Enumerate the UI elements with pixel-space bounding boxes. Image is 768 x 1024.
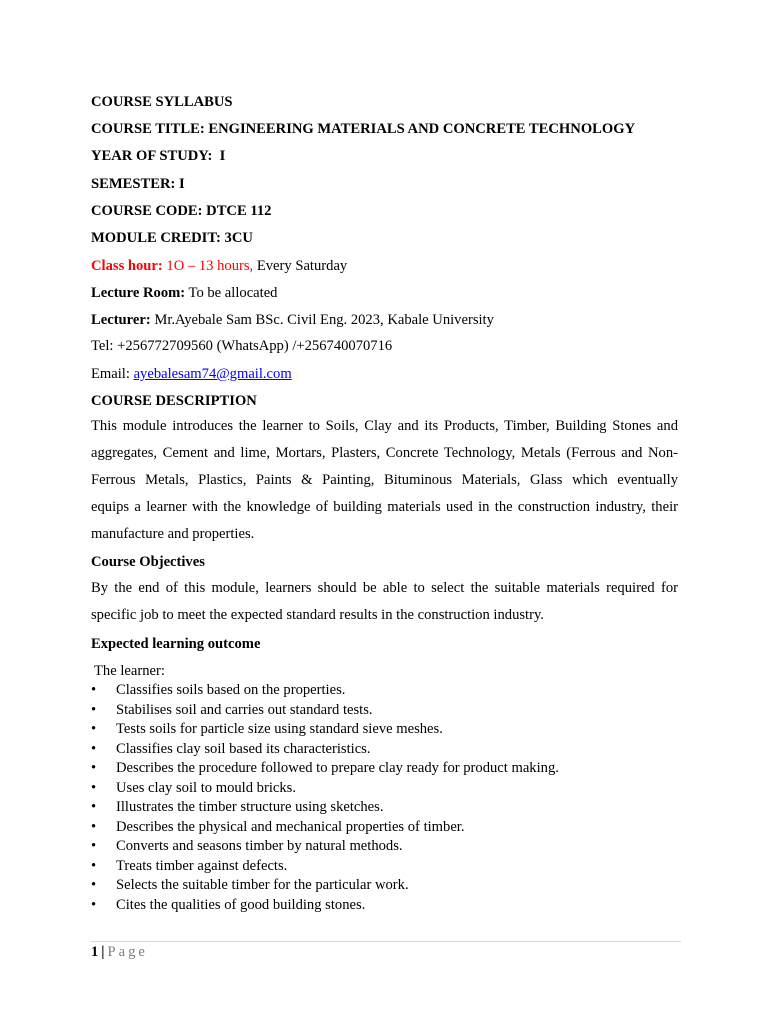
course-objectives-paragraph <box>91 575 678 629</box>
lecture-room-value: To be allocated <box>188 285 278 301</box>
lecturer-value: Mr.Ayebale Sam BSc. Civil Eng. 2023, Kabale University <box>154 312 494 328</box>
objectives-line: By the end of this module, learners should be able to select the suitable materials required for <box>91 580 678 596</box>
course-code-value: DTCE 112 <box>206 203 272 219</box>
description-line: Ferrous Metals, Plastics, Paints & Painting, Bituminous Materials, Glass which eventually <box>91 472 678 488</box>
course-objectives-heading <box>91 553 205 571</box>
learning-outcomes-list <box>91 681 559 915</box>
lecture-room-label: Lecture Room: <box>91 285 186 301</box>
course-code-label: COURSE CODE: <box>91 203 203 219</box>
bullet-icon: • <box>91 740 97 757</box>
course-description-paragraph <box>91 413 678 548</box>
bullet-icon: • <box>91 682 97 698</box>
course-syllabus-text: COURSE SYLLABUS <box>91 94 233 110</box>
year-of-study-value: I <box>219 148 226 164</box>
email-line <box>91 365 292 383</box>
outcome-text: Stabilises soil and carries out standard tests. <box>116 701 373 718</box>
bullet-icon: • <box>91 896 97 913</box>
list-item <box>91 837 559 857</box>
telephone-text: Tel: +256772709560 (WhatsApp) /+256740070716 <box>91 338 393 354</box>
outcome-text: Uses clay soil to mould bricks. <box>116 779 296 796</box>
bullet-icon: • <box>91 838 97 854</box>
course-description-heading <box>91 392 257 410</box>
email-label: Email: <box>91 366 130 382</box>
outcome-text: Classifies clay soil based its characteristics. <box>116 740 371 757</box>
year-of-study-line <box>91 147 225 165</box>
list-item <box>91 740 559 760</box>
course-title-line <box>91 120 635 138</box>
email-link[interactable]: ayebalesam74@gmail.com <box>133 366 292 382</box>
bullet-icon: • <box>91 799 97 815</box>
outcome-text: Describes the procedure followed to prepare clay ready for product making. <box>116 760 559 776</box>
bullet-icon: • <box>91 857 97 874</box>
course-description-heading-text: COURSE DESCRIPTION <box>91 393 257 409</box>
year-of-study-label: YEAR OF STUDY: <box>91 148 213 164</box>
outcome-text: Converts and seasons timber by natural methods. <box>116 838 403 854</box>
bullet-icon: • <box>91 721 97 737</box>
telephone-line <box>91 337 392 355</box>
learner-intro <box>94 662 165 680</box>
course-objectives-heading-text: Course Objectives <box>91 554 205 570</box>
list-item <box>91 759 559 779</box>
module-credit-line <box>91 229 253 247</box>
class-hour-day: Every Saturday <box>256 258 348 274</box>
lecture-room-line <box>91 284 277 302</box>
lecturer-label: Lecturer: <box>91 312 151 328</box>
bullet-icon: • <box>91 818 97 835</box>
learner-intro-text: The learner: <box>94 663 165 679</box>
semester-line <box>91 175 185 193</box>
class-hour-label: Class hour: <box>91 258 163 274</box>
course-title-label: COURSE TITLE: <box>91 121 205 137</box>
list-item <box>91 876 559 896</box>
bullet-icon: • <box>91 877 97 893</box>
page-number: 1 <box>91 944 99 960</box>
bullet-icon: • <box>91 760 97 776</box>
lecturer-line <box>91 311 494 329</box>
class-hour-line <box>91 257 347 275</box>
bullet-icon: • <box>91 779 97 796</box>
expected-outcome-heading <box>91 635 260 653</box>
module-credit-value: 3CU <box>224 230 253 246</box>
expected-outcome-heading-text: Expected learning outcome <box>91 636 261 652</box>
module-credit-label: MODULE CREDIT: <box>91 230 221 246</box>
outcome-text: Selects the suitable timber for the particular work. <box>116 877 409 893</box>
outcome-text: Illustrates the timber structure using sketches. <box>116 799 384 815</box>
list-item <box>91 896 559 916</box>
bullet-icon: • <box>91 701 97 718</box>
outcome-text: Cites the qualities of good building stones. <box>116 896 366 913</box>
list-item <box>91 701 559 721</box>
course-syllabus-heading <box>91 93 233 111</box>
class-hour-value: 1O – 13 hours, <box>166 258 254 274</box>
objectives-line: specific job to meet the expected standard results in the construction industry. <box>91 607 544 623</box>
semester-label: SEMESTER: <box>91 176 176 192</box>
course-title-value: ENGINEERING MATERIALS AND CONCRETE TECHNOLOGY <box>208 121 636 137</box>
list-item <box>91 857 559 877</box>
page-footer <box>91 943 148 961</box>
list-item <box>91 720 559 740</box>
description-line: aggregates, Cement and lime, Mortars, Plasters, Concrete Technology, Metals (Ferrous and Non- <box>91 445 678 461</box>
description-line: This module introduces the learner to Soils, Clay and its Products, Timber, Building Stones and <box>91 418 678 434</box>
list-item <box>91 818 559 838</box>
footer-divider <box>91 941 681 942</box>
course-code-line <box>91 202 271 220</box>
description-line: equips a learner with the knowledge of building materials used in the construction industry, their <box>91 499 678 515</box>
footer-separator: | <box>101 944 105 960</box>
outcome-text: Describes the physical and mechanical properties of timber. <box>116 818 465 835</box>
description-line: manufacture and properties. <box>91 526 255 542</box>
outcome-text: Tests soils for particle size using standard sieve meshes. <box>116 721 443 737</box>
list-item <box>91 779 559 799</box>
semester-value: I <box>179 176 185 192</box>
outcome-text: Treats timber against defects. <box>116 857 288 874</box>
list-item <box>91 681 559 701</box>
outcome-text: Classifies soils based on the properties. <box>116 682 346 698</box>
page-label: Page <box>107 944 148 960</box>
list-item <box>91 798 559 818</box>
